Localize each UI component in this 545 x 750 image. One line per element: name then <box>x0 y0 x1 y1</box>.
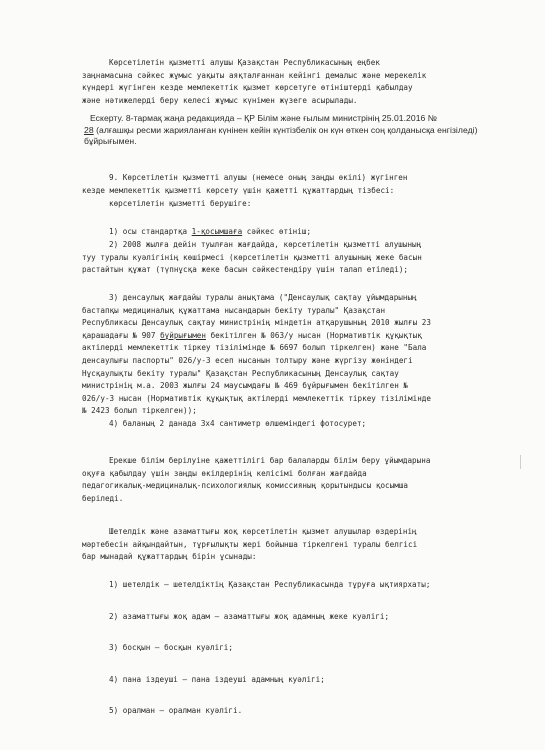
text-line: актілерді мемлекеттік тіркеу тізілімінде № 6697 болып тіркелген) және "Бала <box>82 343 427 353</box>
text-line: педагогикалық-медициналық-психологиялық комиссияның қорытындысы қосымша <box>82 481 409 491</box>
item-text: 1) осы стандартқа <box>109 227 192 236</box>
amendment-note <box>84 113 524 148</box>
note-line <box>84 125 524 137</box>
item-2 <box>82 239 522 277</box>
text-line: денсаулығы паспорты" 026/у-3 есеп нысанын толтыру және жүргізу жөніндегі <box>82 355 413 365</box>
provider-heading <box>82 198 522 211</box>
text-line: 9. Көрсетілетін қызметті алушы (немесе оның заңды өкілі) жүгінген <box>109 173 408 182</box>
paragraph-9 <box>82 172 522 197</box>
paragraph-after-hours <box>82 57 522 107</box>
note-line: бұйрығымен. <box>84 136 137 147</box>
text-line: Республикасы Денсаулық сақтау министрінің міндетін атқарушының 2010 жылғы 23 <box>82 318 431 328</box>
item-1 <box>82 226 522 239</box>
text-line: Ерекше білім берілуіне қажеттілігі бар балаларды білім беру ұйымдарына <box>109 456 431 465</box>
item-text: қарашадағы № 907 <box>82 330 161 340</box>
note-text: (алғашқы ресми жарияланған күнінен кейін күнтізбелік он күн өткен соң қолданысқа енгізіледі) <box>93 124 478 135</box>
text-line: көрсетілетін қызметті берушіге: <box>109 199 252 208</box>
list-item: 2) азаматтығы жоқ адам – азаматтығы жоқ адамның жеке куәлігі; <box>109 611 390 621</box>
list-item: 3) босқын – босқын куәлігі; <box>109 643 233 653</box>
text-line: Шетелдік және азаматтығы жоқ көрсетілетін қызмет алушылар өздерінің <box>109 527 417 536</box>
text-line: Көрсетілетін қызметті алушы Қазақстан Республикасының еңбек <box>109 58 380 67</box>
item-4 <box>82 418 522 431</box>
text-line: күндері жүгінген кезде мемлекеттік қызмет көрсетуге өтініштерді қабылдау <box>82 83 413 93</box>
text-line: 4) баланың 2 данада 3х4 сантиметр өлшеміндегі фотосурет; <box>109 419 367 428</box>
paragraph-foreigners <box>82 526 522 564</box>
list-item: 5) оралман – оралман куәлігі. <box>109 706 243 716</box>
text-line: және нәтижелерді беру келесі жұмыс күнімен жүзеге асырылады. <box>82 95 358 105</box>
text-line: заңнамасына сәйкес жұмыс уақыты аяқталғаннан кейінгі демалыс және мерекелік <box>82 70 427 80</box>
list-item: 4) пана іздеуші – пана іздеуші адамның куәлігі; <box>109 674 325 684</box>
foreigner-document-list <box>82 569 522 727</box>
text-line: № 2423 болып тіркелген)); <box>82 406 197 416</box>
text-line: мәртебесін айқындайтын, тұрғылықты жері бойынша тіркелгені туралы белгісі <box>82 539 418 549</box>
text-line: министрінің м.а. 2003 жылғы 24 маусымдағы № 469 бұйрығымен бекітілген № <box>82 381 409 391</box>
order-link[interactable]: бұйрығымен <box>160 330 206 340</box>
text-line: бастапқы медициналық құжаттама нысандарын бекіту туралы" Қазақстан <box>82 305 386 315</box>
text-line <box>82 330 522 343</box>
item-text: бекітілген № 063/у нысан (Нормативтік құқықтық <box>205 330 422 340</box>
item-3 <box>82 292 522 418</box>
scan-margin-mark <box>520 455 531 469</box>
text-line: беріледі. <box>82 493 124 503</box>
text-line: бар мынадай құжаттардың бірін ұсынады: <box>82 552 257 562</box>
item-text: сәйкес өтініш; <box>242 227 312 236</box>
order-link[interactable]: 28 <box>84 124 94 135</box>
text-line: Нұсқаулықты бекіту туралы" Қазақстан Республикасының Денсаулық сақтау <box>82 368 399 378</box>
text-line: 3) денсаулық жағдайы туралы анықтама ("Денсаулық сақтау ұйымдарының <box>109 293 417 302</box>
text-line <box>82 226 522 239</box>
list-item: 1) шетелдік – шетелдіктің Қазақстан Республикасында тұруға ықтиярхаты; <box>109 580 431 589</box>
paragraph-special-needs <box>82 455 522 505</box>
text-line: 026/у-3 нысан (Нормативтік құқықтық актілерді мемлекеттік тіркеу тізілімінде <box>82 393 431 403</box>
text-line: оқуға қабылдау үшін заңды өкілдерінің келісімі болған жағдайда <box>82 468 367 478</box>
text-line: растайтын құжат (түпнұсқа жеке басын сәйкестендіру үшін талап етіледі); <box>82 265 409 275</box>
text-line: туу туралы куәлігінің көшірмесі (көрсетілетін қызметті алушының жеке басын <box>82 252 422 262</box>
appendix-link[interactable]: 1-қосымшаға <box>191 227 243 236</box>
text-line: 2) 2008 жылға дейін туылған жағдайда, көрсетілетін қызметті алушының <box>109 240 422 249</box>
text-line: кезде мемлекеттік қызметті көрсету үшін қажетті құжаттардың тізбесі: <box>82 185 395 195</box>
note-line: Ескерту. 8-тармақ жаңа редакцияда – ҚР Білім және ғылым министрінің 25.01.2016 № <box>90 113 438 123</box>
